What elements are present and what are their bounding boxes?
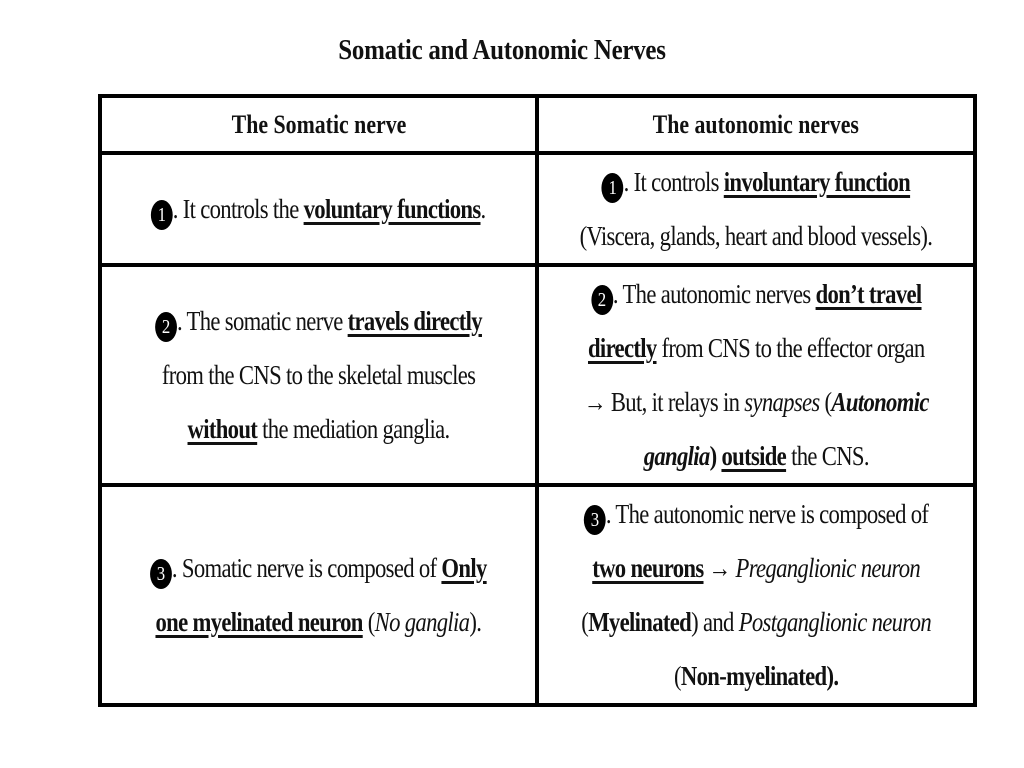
table-row	[100, 265, 975, 485]
autonomic-cell-3: 3 . The autonomic nerve is composed of two neurons → Preganglionic neuron (Myelinated) and Postganglionic neuron (Non-myelinated).	[537, 485, 975, 705]
table-row	[100, 485, 975, 705]
column-header-autonomic: The autonomic nerves	[537, 96, 975, 153]
number-badge-icon: 3	[584, 505, 606, 535]
table-header-row	[100, 96, 975, 153]
number-badge-icon: 2	[155, 312, 177, 342]
column-header-somatic: The Somatic nerve	[100, 96, 537, 153]
comparison-table	[98, 94, 977, 707]
number-badge-icon: 3	[150, 559, 172, 589]
number-badge-icon: 1	[602, 173, 624, 203]
somatic-cell-1: 1 . It controls the voluntary functions.	[100, 153, 537, 265]
number-badge-icon: 1	[151, 200, 173, 230]
table-row	[100, 153, 975, 265]
autonomic-cell-1: 1 . It controls involuntary function (Viscera, glands, heart and blood vessels).	[537, 153, 975, 265]
somatic-cell-2: 2 . The somatic nerve travels directly from the CNS to the skeletal muscles without the mediation ganglia.	[100, 265, 537, 485]
somatic-cell-3: 3 . Somatic nerve is composed of Only one myelinated neuron (No ganglia).	[100, 485, 537, 705]
autonomic-cell-2: 2 . The autonomic nerves don’t travel directly from CNS to the effector organ → But, it relays in synapses (Autonomic ganglia) outside the CNS.	[537, 265, 975, 485]
page-title: Somatic and Autonomic Nerves	[338, 34, 666, 66]
number-badge-icon: 2	[591, 285, 613, 315]
